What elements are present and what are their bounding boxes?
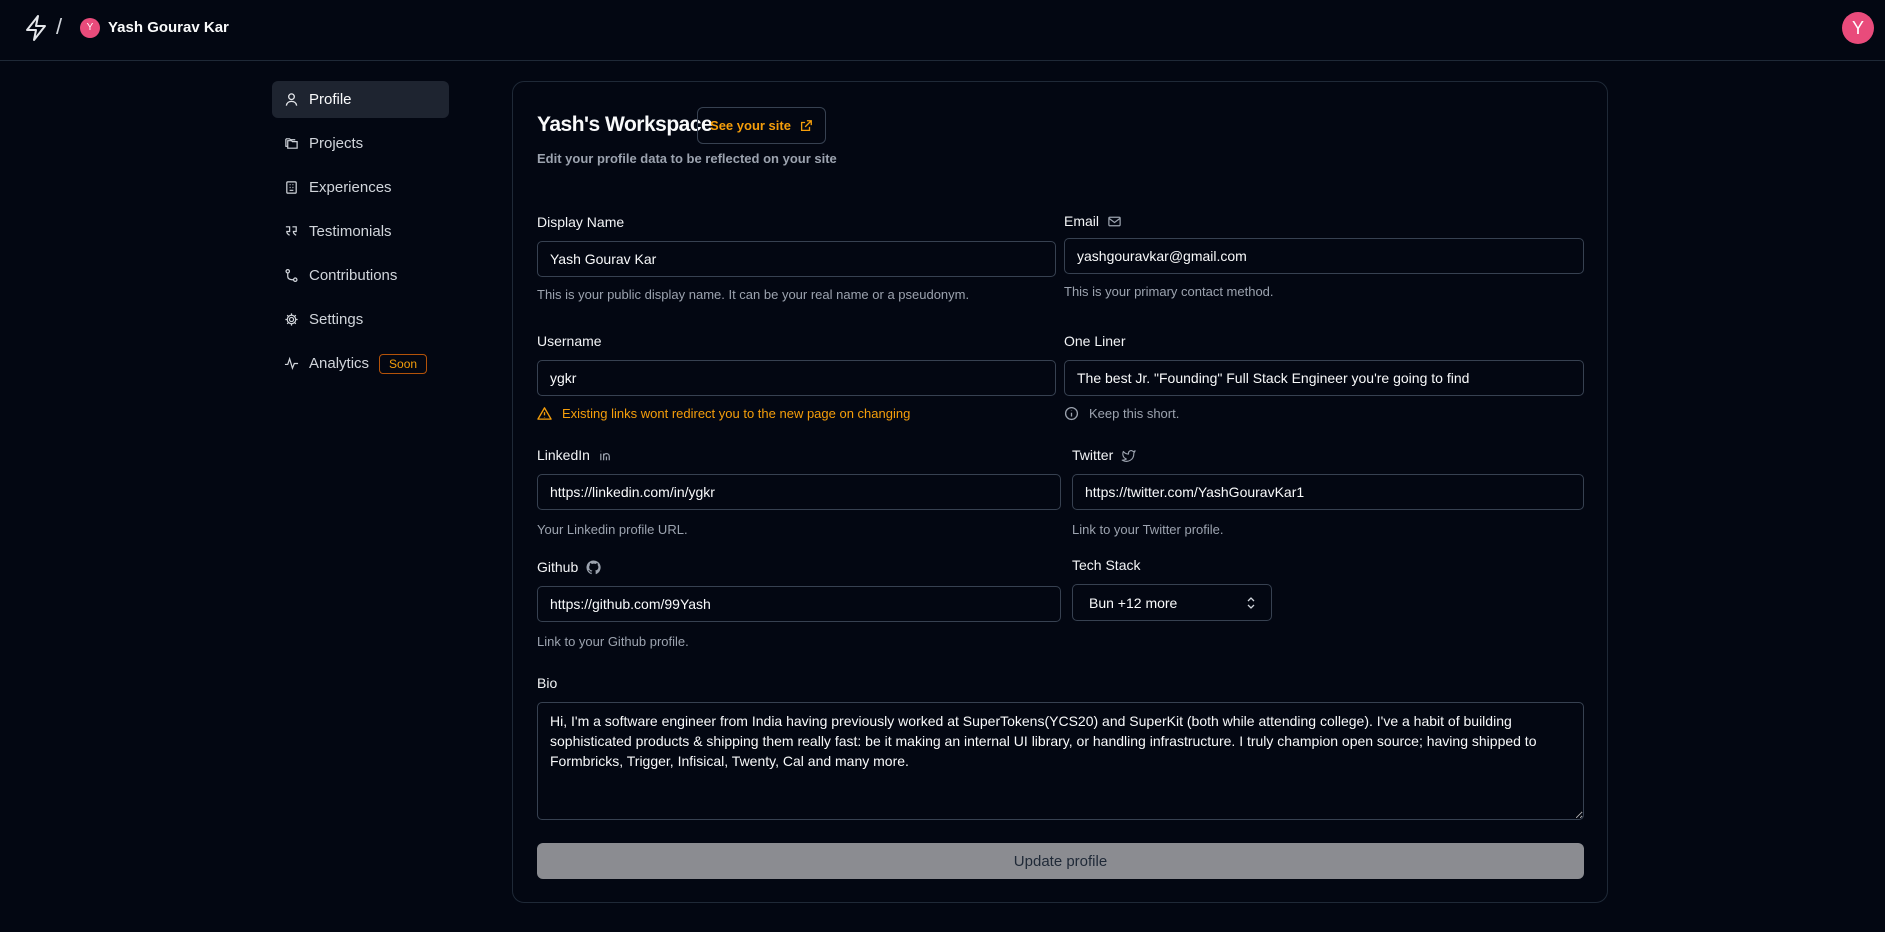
one-liner-input[interactable]: [1064, 360, 1584, 396]
github-field: [537, 558, 1061, 649]
profile-card: [512, 81, 1608, 903]
twitter-icon: [1121, 448, 1136, 463]
username-warning: Existing links wont redirect you to the new page on changing: [537, 406, 1056, 421]
sidebar-item-label: Testimonials: [309, 223, 392, 240]
see-your-site-button[interactable]: [697, 107, 826, 144]
git-pull-request-icon: [284, 268, 299, 283]
tech-stack-label: Tech Stack: [1072, 557, 1141, 573]
linkedin-input[interactable]: [537, 474, 1061, 510]
sidebar-item-label: Analytics: [309, 355, 370, 372]
building-icon: [284, 180, 299, 195]
bolt-logo-icon[interactable]: [24, 14, 48, 42]
github-help: Link to your Github profile.: [537, 634, 689, 649]
sidebar-item-settings[interactable]: [272, 301, 449, 338]
username-label: Username: [537, 333, 602, 349]
breadcrumb-separator: /: [56, 14, 63, 39]
page-subtitle: Edit your profile data to be reflected on your site: [537, 151, 837, 166]
sidebar-item-testimonials[interactable]: [272, 213, 449, 250]
sidebar-item-label: Projects: [309, 135, 364, 152]
folders-icon: [284, 136, 299, 151]
chevrons-up-down-icon: [1245, 596, 1257, 610]
display-name-label: Display Name: [537, 214, 625, 230]
email-field: [1064, 212, 1584, 299]
warning-icon: [537, 406, 552, 421]
tech-stack-select[interactable]: [1072, 584, 1272, 621]
user-icon: [284, 92, 299, 107]
see-your-site-label: See your site: [710, 118, 791, 133]
sidebar-item-projects[interactable]: [272, 125, 449, 162]
sidebar-item-profile[interactable]: [272, 81, 449, 118]
github-input[interactable]: [537, 586, 1061, 622]
linkedin-field: [537, 446, 1061, 537]
external-link-icon: [799, 119, 813, 133]
update-profile-button[interactable]: Update profile: [537, 843, 1584, 879]
sidebar: [272, 81, 449, 389]
username-input[interactable]: [537, 360, 1056, 396]
sidebar-item-label: Experiences: [309, 179, 392, 196]
bio-label: Bio: [537, 675, 558, 691]
gear-icon: [284, 312, 299, 327]
username-field: [537, 332, 1056, 421]
twitter-input[interactable]: [1072, 474, 1584, 510]
email-input[interactable]: [1064, 238, 1584, 274]
sidebar-item-contributions[interactable]: [272, 257, 449, 294]
github-label: Github: [537, 558, 1061, 576]
sidebar-item-experiences[interactable]: [272, 169, 449, 206]
quote-icon: [284, 224, 299, 239]
tech-stack-field: [1072, 556, 1372, 621]
bio-field: [537, 674, 1584, 824]
sidebar-item-label: Contributions: [309, 267, 398, 284]
linkedin-icon: [598, 448, 613, 463]
page-title: Yash's Workspace: [537, 113, 713, 136]
email-help: This is your primary contact method.: [1064, 284, 1274, 299]
display-name-input[interactable]: [537, 241, 1056, 277]
linkedin-help: Your Linkedin profile URL.: [537, 522, 688, 537]
workspace-name[interactable]: Yash Gourav Kar: [108, 19, 229, 36]
sidebar-item-label: Profile: [309, 91, 352, 108]
sidebar-item-analytics[interactable]: [272, 345, 449, 382]
activity-icon: [284, 356, 299, 371]
soon-badge: Soon: [379, 354, 427, 374]
linkedin-label: LinkedIn: [537, 446, 1061, 464]
top-bar: [0, 0, 1885, 61]
workspace-avatar[interactable]: Y: [80, 18, 100, 38]
email-label: Email: [1064, 212, 1584, 230]
user-avatar[interactable]: Y: [1842, 12, 1874, 44]
mail-icon: [1107, 214, 1122, 229]
github-icon: [586, 560, 601, 575]
sidebar-item-label: Settings: [309, 311, 364, 328]
display-name-help: This is your public display name. It can be your real name or a pseudonym.: [537, 287, 970, 302]
display-name-field: [537, 213, 1056, 302]
tech-stack-value: Bun +12 more: [1089, 594, 1178, 611]
bio-textarea[interactable]: [537, 702, 1584, 820]
twitter-field: [1072, 446, 1584, 537]
info-icon: [1064, 406, 1079, 421]
one-liner-help: Keep this short.: [1064, 406, 1584, 421]
one-liner-label: One Liner: [1064, 333, 1126, 349]
one-liner-field: [1064, 332, 1584, 421]
twitter-label: Twitter: [1072, 446, 1584, 464]
twitter-help: Link to your Twitter profile.: [1072, 522, 1224, 537]
